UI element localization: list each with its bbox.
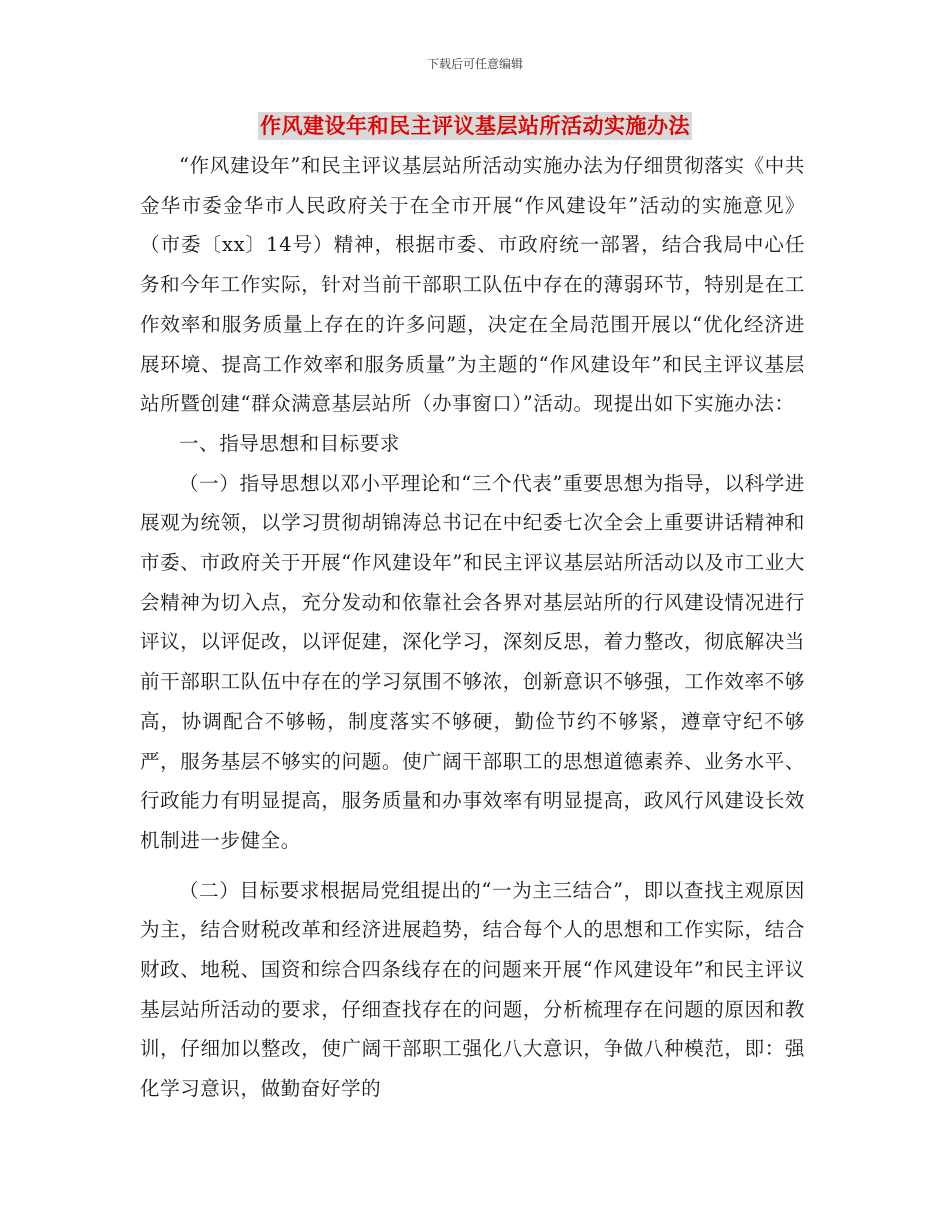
header-note: 下载后可任意编辑	[426, 57, 523, 71]
paragraph-target-requirements: （二）目标要求根据局党组提出的“一为主三结合”，即以查找主观原因为主，结合财税改革和经济进展趋势，结合每个人的思想和工作实际，结合财政、地税、国资和综合四条线存在的问题来开展“作风建设年”和民主评议基层站所活动的要求，仔细查找存在的问题，分析梳理存在问题的原因和教训，仔细加以整改，使广阔干部职工强化八大意识，争做八种模范，即：强化学习意识，做勤奋好学的	[140, 878, 805, 1101]
document-body	[140, 146, 805, 1109]
section-heading: 一、指导思想和目标要求	[179, 431, 401, 455]
paragraph-intro: “作风建设年”和民主评议基层站所活动实施办法为仔细贯彻落实《中共金华市委金华市人民政府关于在全市开展“作风建设年”活动的实施意见》（市委〔xx〕14号）精神，根据市委、市政府统一部署，结合我局中心任务和今年工作实际，针对当前干部职工队伍中存在的薄弱环节，特别是在工作效率和服务质量上存在的许多问题，决定在全局范围开展以“优化经济进展环境、提高工作效率和服务质量”为主题的“作风建设年”和民主评议基层站所暨创建“群众满意基层站所（办事窗口）”活动。现提出如下实施办法：	[140, 154, 805, 416]
document-title: 作风建设年和民主评议基层站所活动实施办法	[260, 113, 690, 138]
paragraph-guiding-ideology: （一）指导思想以邓小平理论和“三个代表”重要思想为指导，以科学进展观为统领，以学习贯彻胡锦涛总书记在中纪委七次全会上重要讲话精神和市委、市政府关于开展“作风建设年”和民主评议基层站所活动以及市工业大会精神为切入点，充分发动和依靠社会各界对基层站所的行风建设情况进行评议，以评促改，以评促建，深化学习，深刻反思，着力整改，彻底解决当前干部职工队伍中存在的学习氛围不够浓，创新意识不够强，工作效率不够高，协调配合不够畅，制度落实不够硬，勤俭节约不够紧，遵章守纪不够严，服务基层不够实的问题。使广阔干部职工的思想道德素养、业务水平、行政能力有明显提高，服务质量和办事效率有明显提高，政风行风建设长效机制进一步健全。	[140, 471, 805, 852]
title-container	[0, 112, 950, 140]
